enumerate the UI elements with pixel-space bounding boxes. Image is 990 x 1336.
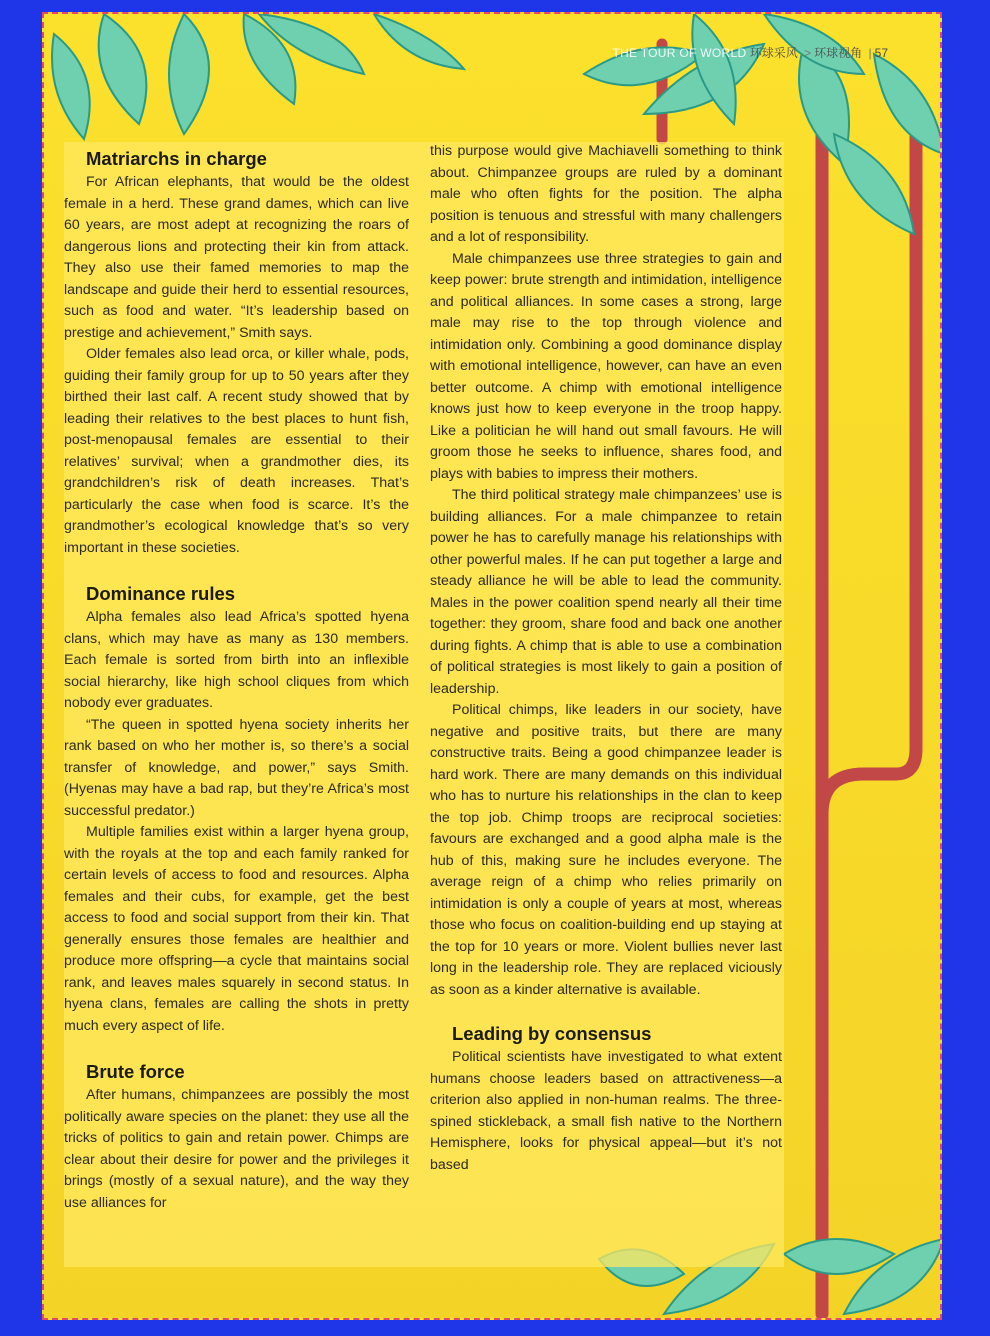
paragraph: “The queen in spotted hyena society inherits her rank based on who her mother is, so there’s a social transfer of knowledge, and power,” says Smith. (Hyenas may have a bad rap, but they’re Africa’s most successful predator.) [64, 716, 409, 819]
breadcrumb-separator: > [804, 46, 812, 60]
paragraph: After humans, chimpanzees are possibly the most politically aware species on the planet: they use all the tricks of politics to gain and retain power. Chimps are clear about their desire for power and the privileges it brings (mostly of a sexual nature), and the way they use alliances for [64, 1087, 409, 1211]
paragraph: Alpha females also lead Africa’s spotted hyena clans, which may have as many as 130 members. Each female is sorted from birth into an inflexible social hierarchy, like high school cliques from which nobody ever graduates. [64, 609, 409, 711]
magazine-name: THE TOUR OF WORLD [612, 46, 747, 60]
right-column [430, 141, 782, 1176]
subsection-name: 环球视角 [814, 46, 863, 60]
paragraph: For African elephants, that would be the oldest female in a herd. These grand dames, which can live 60 years, are most adept at recognizing the roars of dangerous lions and protecting their kin from attack. They also use their famed memories to map the landscape and guide their herd to essential resources, such as food and water. “It’s leadership based on prestige and achievement,” Smith says. [64, 174, 409, 341]
paragraph: Male chimpanzees use three strategies to gain and keep power: brute strength and intimidation, intelligence and political alliances. In some cases a strong, large male may rise to the top through violence and intimidation only. Combining a good dominance display with emotional intelligence, however, can have an even better outcome. A chimp with emotional intelligence knows just how to keep everyone in the troop happy. Like a politician he will hand out small favours. He will groom those he seeks to influence, shares food, and plays with babies to impress their mothers. [430, 250, 782, 482]
page-header [612, 44, 888, 61]
magazine-page [42, 12, 942, 1320]
page-number: 57 [874, 46, 888, 60]
left-column [64, 146, 409, 1214]
paragraph: Political scientists have investigated to what extent humans choose leaders based on attractiveness—a criterion also applied in non-human realms. The three-spined stickleback, a small fish native to the Northern Hemisphere, looks for physical appeal—but it’s not based [430, 1049, 782, 1173]
section-heading: Leading by consensus [452, 1023, 652, 1044]
leaf-cluster-icon [52, 14, 464, 139]
section-heading: Matriarchs in charge [86, 148, 267, 169]
paragraph: The third political strategy male chimpanzees’ use is building alliances. For a male chimpanzee to retain power he has to carefully manage his relationships with other powerful males. If he can put together a large and steady alliance he will be able to lead the community. Males in the power coalition spend nearly all their time together: they groom, share food and back one another during fights. A chimp that is able to use a combination of political strategies is most likely to gain a position of leadership. [430, 487, 782, 697]
header-divider: | [868, 46, 872, 60]
paragraph: Political chimps, like leaders in our society, have negative and positive traits, but there are many constructive traits. Being a good chimpanzee leader is hard work. There are many demands on this individual who has to nurture his relationships in the clan to keep the top job. Chimp troops are reciprocal societies: favours are exchanged and a good alpha male is the hub of this, making sure he includes everyone. The average reign of a chimp who relies primarily on intimidation is only a couple of years at most, whereas those who focus on coalition-building end up staying at the top for 10 years or more. Violent bullies never last long in the leadership role. They are replaced viciously as soon as a kinder alternative is available. [430, 702, 782, 998]
section-name: 环球采风 [749, 46, 798, 60]
section-heading: Dominance rules [86, 583, 236, 604]
paragraph: Older females also lead orca, or killer whale, pods, guiding their family group for up to 50 years after they birthed their last calf. A recent study showed that by leading their relatives to the best places to hunt fish, post-menopausal females are essential to their relatives’ survival; when a grandmother dies, its grandchildren’s risk of death increases. That’s particularly the case when food is scarce. It’s the grandmother’s ecological knowledge that’s so very important in these societies. [64, 346, 409, 556]
section-heading: Brute force [86, 1061, 185, 1082]
paragraph: this purpose would give Machiavelli something to think about. Chimpanzee groups are ruled by a dominant male who often fights for the position. The alpha position is tenuous and stressful with many challengers and a lot of responsibility. [430, 143, 782, 245]
paragraph: Multiple families exist within a larger hyena group, with the royals at the top and each family ranked for certain levels of access to food and resources. Alpha females and their cubs, for example, get the best access to food and social support from their kin. That generally ensures those females are healthier and produce more offspring—a cycle that maintains social rank, and leaves males squarely in second status. In hyena clans, females are calling the shots in pretty much every aspect of life. [64, 824, 409, 1034]
